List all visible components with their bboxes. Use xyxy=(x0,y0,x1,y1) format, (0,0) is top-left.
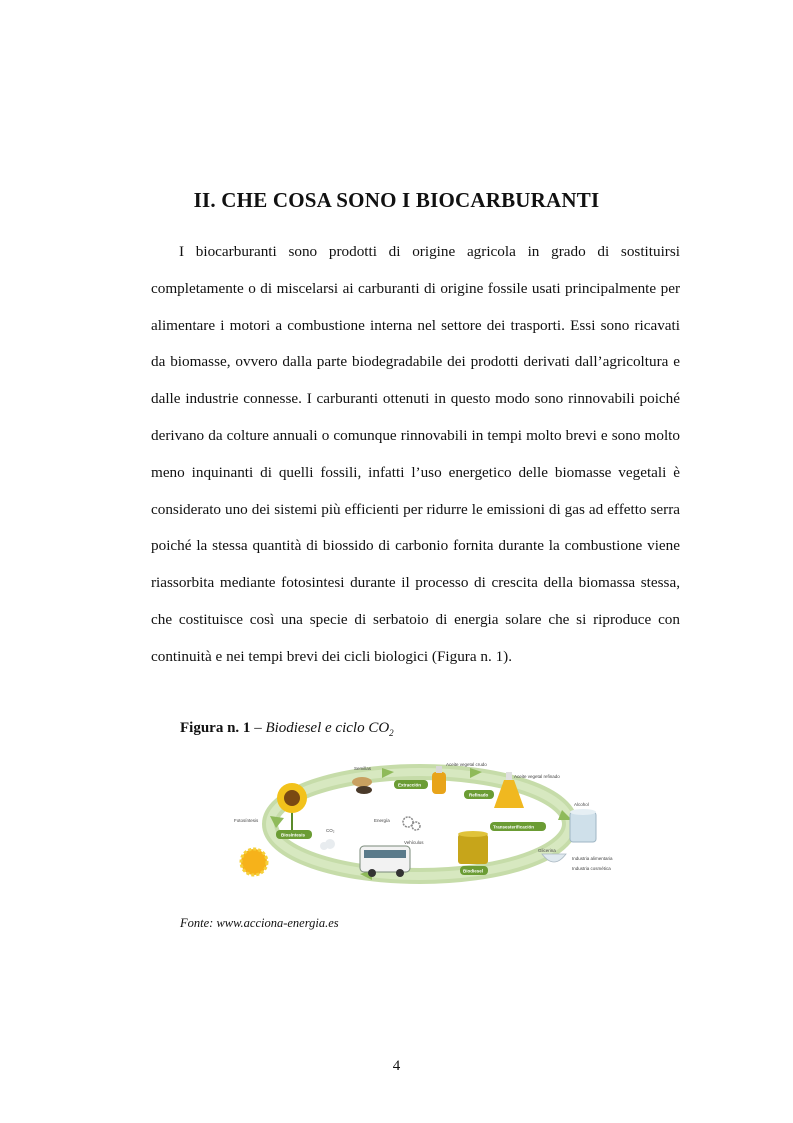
label-transesterificacion: Transesterificación xyxy=(493,824,535,830)
biodiesel-cycle-figure xyxy=(232,758,613,890)
sun-icon xyxy=(241,849,267,875)
figure-caption-label: Figura n. 1 xyxy=(180,720,251,736)
label-industria-cosmetica: Industria cosmética xyxy=(572,866,611,871)
page-title: II. CHE COSA SONO I BIOCARBURANTI xyxy=(193,188,600,212)
bus-icon xyxy=(360,846,410,877)
paragraph: I biocarburanti sono prodotti di origine agricola in grado di sostituirsi completamente o di miscelarsi ai carburanti di origine fossile usati principalmente per alimentare i motori a combustione interna nel settore dei trasporti. Essi sono ricavati da biomasse, ovvero dalla parte biodegradabile dei prodotti derivati dall’agricoltura e dalle industrie connesse. I carburanti ottenuti in questo modo sono rinnovabili poiché derivano da colture annuali o comunque rinnovabili in tempi molto brevi e sono molto meno inquinanti di quelli fossili, infatti l’uso energetico delle biomasse vegetali è considerato uno dei sistemi più efficienti per ridurre le emissioni di gas ad effetto serra poiché la stessa quantità di biossido di carbonio fornita durante la combustione viene riassorbita mediante fotosintesi durante il processo di crescita della biomassa stessa, che costituisce così una specie di serbatoio di energia solare che si riproduce con continuità e nei tempi brevi dei cicli biologici (Figura n. 1). xyxy=(151,243,680,665)
label-fotosintesis: Fotosíntesis xyxy=(234,818,259,823)
figure-caption-title xyxy=(265,720,393,736)
label-biosintesis: Biosíntesis xyxy=(281,832,306,838)
label-aceite-vegetal-refinado: Aceite vegetal refinado xyxy=(514,774,560,779)
figure-caption-title-main: Biodiesel e ciclo CO xyxy=(265,720,390,736)
label-glicerina: Glicerina xyxy=(538,848,556,853)
co2-cloud-icon xyxy=(320,839,335,850)
label-aceite-vegetal-crudo: Aceite vegetal crudo xyxy=(446,762,487,767)
sunflower-icon xyxy=(277,783,307,830)
biodiesel-barrel-icon xyxy=(458,831,488,864)
seeds-icon xyxy=(352,777,372,794)
label-alcohol: Alcohol xyxy=(574,802,589,807)
label-semillas: Semillas xyxy=(354,766,372,771)
figure-caption-separator: – xyxy=(250,720,266,736)
alcohol-drum-icon xyxy=(570,809,596,842)
figure-caption xyxy=(180,720,394,738)
body-text xyxy=(151,234,680,676)
gears-icon xyxy=(403,817,420,830)
label-biodiesel: Biodiesel xyxy=(463,868,484,874)
label-extraccion: Extracción xyxy=(398,782,422,788)
label-industria-alimentaria: Industria alimentaria xyxy=(572,856,613,861)
label-co2: CO₂ xyxy=(326,828,335,833)
figure-source: Fonte: www.acciona-energia.es xyxy=(180,916,339,930)
label-energia: Energía xyxy=(374,818,390,823)
label-vehiculos: Vehículos xyxy=(404,840,424,845)
figure-caption-title-sub: 2 xyxy=(389,728,394,738)
page-number: 4 xyxy=(392,1058,401,1074)
label-refinado: Refinado xyxy=(469,792,489,798)
